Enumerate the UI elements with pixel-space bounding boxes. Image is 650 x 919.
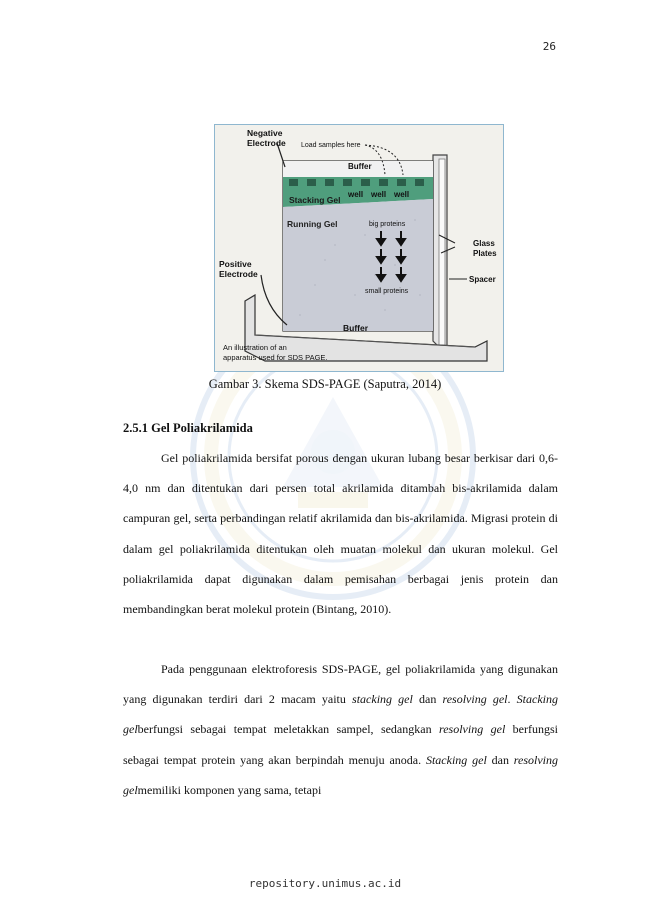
paragraph-2-text: memiliki komponen yang sama, tetapi [137, 782, 322, 797]
sds-page-apparatus-figure [214, 124, 504, 372]
paragraph-2-text: berfungsi sebagai tempat protein yang akan berpindah menuju anoda. [123, 722, 559, 767]
label-well-1: well [348, 190, 364, 199]
label-negative-electrode-2: Electrode [247, 138, 286, 148]
label-buffer-bottom: Buffer [343, 323, 369, 333]
term-stacking-gel: stacking gel [352, 692, 413, 707]
label-negative-electrode-1: Negative [247, 128, 283, 138]
term-stacking-gel: Stacking gel [123, 692, 558, 737]
label-positive-electrode-2: Electrode [219, 269, 258, 279]
label-running-gel: Running Gel [287, 219, 338, 229]
label-note-2: apparatus used for SDS PAGE. [223, 353, 328, 362]
label-glass-plates-1: Glass [473, 239, 495, 248]
label-spacer: Spacer [469, 275, 496, 284]
paragraph-1 [123, 443, 558, 624]
label-positive-electrode-1: Positive [219, 259, 252, 269]
term-resolving-gel: resolving gel [123, 752, 559, 797]
paragraph-2 [123, 654, 558, 805]
page-number: 26 [542, 40, 556, 53]
figure-caption: Gambar 3. Skema SDS-PAGE (Saputra, 2014) [208, 377, 442, 391]
footer-repository: repository.unimus.ac.id [248, 877, 402, 890]
label-note-1: An illustration of an [223, 343, 287, 352]
label-well-3: well [394, 190, 410, 199]
label-big-proteins: big proteins [369, 221, 406, 228]
label-well-2: well [371, 190, 387, 199]
paragraph-1-text: Gel poliakrilamida bersifat porous dengan ukuran lubang besar berkisar dari 0,6-4,0 nm dan ditentukan dari persen total akrilamida ditambah bis-akrilamida dalam campuran gel, serta perbandingan relatif akrilamida dan bis-akrilamida. Migrasi protein di dalam gel poliakrilamida ditentukan oleh muatan molekul dan ukuran molekul. Gel poliakrilamida dapat digunakan dalam pemisahan berbagai jenis protein dan membandingkan berat molekul protein (Bintang, 2010). [123, 451, 558, 617]
label-glass-plates-2: Plates [473, 249, 497, 258]
term-stacking-gel: Stacking gel [425, 752, 487, 767]
label-load-samples: Load samples here [301, 142, 361, 149]
label-buffer-top: Buffer [348, 162, 372, 171]
term-resolving-gel: resolving gel [439, 722, 506, 737]
term-resolving-gel: resolving gel [442, 692, 508, 707]
label-small-proteins: small proteins [365, 288, 409, 295]
paragraph-2-text: . [507, 692, 517, 707]
paragraph-2-text: dan [486, 752, 514, 767]
section-heading: 2.5.1 Gel Poliakrilamida [123, 421, 253, 435]
paragraph-2-text: Pada penggunaan elektroforesis SDS-PAGE, gel poliakrilamida yang digunakan yang digunakan terdiri dari 2 macam yaitu [123, 662, 558, 707]
paragraph-2-text: berfungsi sebagai tempat meletakkan sampel, sedangkan [137, 722, 439, 737]
paragraph-2-text: dan [412, 692, 443, 707]
label-stacking-gel: Stacking Gel [289, 195, 341, 205]
